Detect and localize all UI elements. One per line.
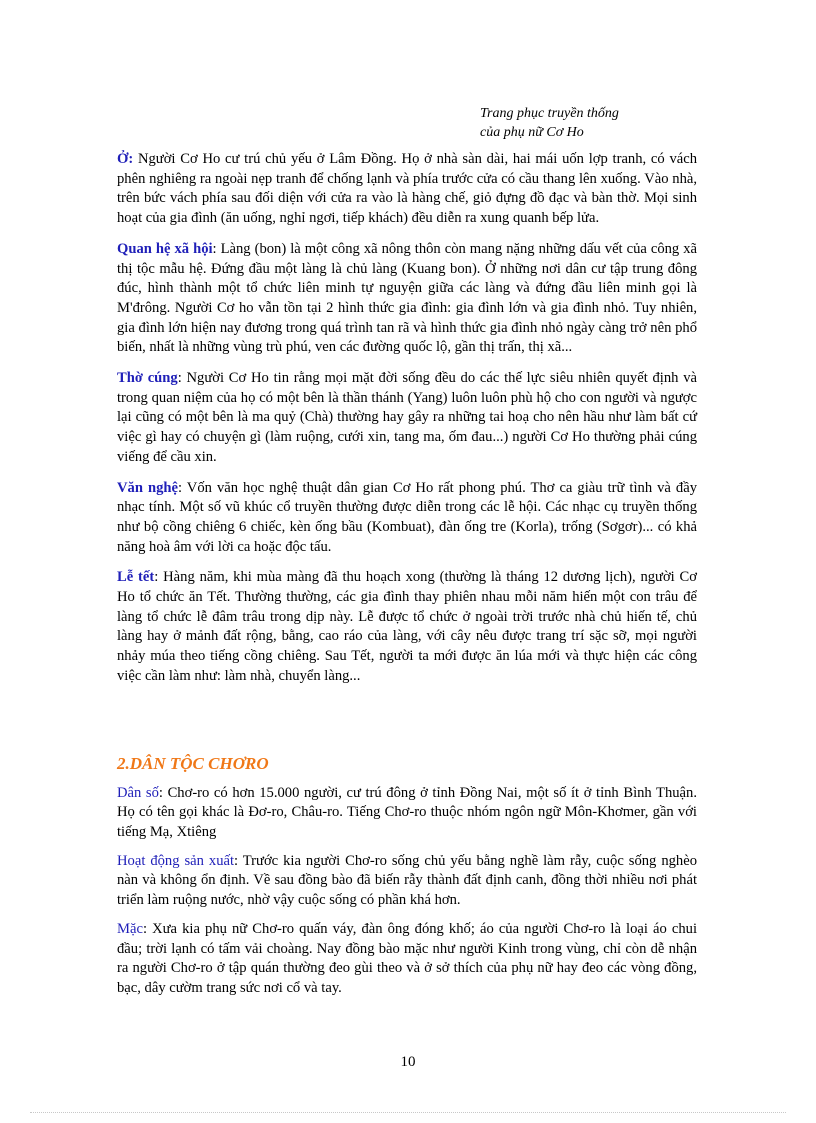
paragraph-festivals [117, 568, 697, 686]
paragraph-housing [117, 150, 697, 229]
caption-line-1: Trang phục truyền thống [480, 106, 619, 121]
label-worship: Thờ cúng [117, 370, 178, 387]
text-population: : Chơ-ro có hơn 15.000 người, cư trú đông ở tỉnh Đồng Nai, một số ít ở tỉnh Bình Thuận. Họ có tên gọi khác là Đơ-ro, Châu-ro. Tiếng Chơ-ro thuộc nhóm ngôn ngữ Môn-Khơmer, gần với tiếng Mạ, Xtiêng [117, 784, 697, 840]
caption-line-2: của phụ nữ Cơ Ho [480, 125, 584, 140]
text-housing: Người Cơ Ho cư trú chủ yếu ở Lâm Đồng. Họ ở nhà sàn dài, hai mái uốn lợp tranh, có vách phên nghiêng ra ngoài nẹp tranh để chống lạnh và phía trước cửa có cầu thang lên xuống. Vào nhà, trên bức vách phía sau đối diện với cửa ra vào là hàng chế, giỏ đựng đồ đạc và bàn thờ. Mọi sinh hoạt của gia đình (ăn uống, nghỉ ngơi, tiếp khách) đều diễn ra xung quanh bếp lửa. [117, 151, 697, 227]
image-caption [480, 104, 680, 142]
text-festivals: : Hàng năm, khi mùa màng đã thu hoạch xong (thường là tháng 12 dương lịch), người Cơ Ho tổ chức ăn Tết. Thường thường, các gia đình thay phiên nhau mỗi năm hiến một con trâu để làng tổ chức lễ đâm trâu trong dịp này. Lễ được tổ chức ở ngoài trời trước nhà chủ hiến tế, chủ làng hay ở mảnh đất rộng, bằng, cao ráo của làng, với cây nêu được trang trí sặc sỡ, mọi người nhảy múa theo tiếng cồng chiêng. Sau Tết, người ta mới được ăn lúa mới và thực hiện các công việc cần làm như: làm nhà, chuyển làng... [117, 569, 698, 684]
label-production: Hoạt động sản xuất [117, 852, 235, 869]
text-arts: : Vốn văn học nghệ thuật dân gian Cơ Ho rất phong phú. Thơ ca giàu trữ tình và đầy nhạc tính. Một số vũ khúc cổ truyền thường được diễn trong các lễ hội. Các nhạc cụ truyền thống như bộ cồng chiêng 6 chiếc, kèn ống bầu (Kombuat), đàn ống tre (Korla), trống (Sơgơr)... có khả năng hoà âm với lời ca hoặc độc tấu. [117, 479, 698, 555]
label-arts: Văn nghệ [117, 479, 178, 496]
paragraph-population [117, 784, 697, 843]
text-social-relations: : Làng (bon) là một công xã nông thôn còn mang nặng những dấu vết của công xã thị tộc mẫu hệ. Đứng đầu một làng là chủ làng (Kuang bon). Ở những nơi dân cư tập trung đông đúc, hình thành một tổ chức liên minh tự nguyện giữa các làng và đứng đầu liên minh gọi là M'đrông. Người Cơ ho vẫn tồn tại 2 hình thức gia đình: gia đình lớn và gia đình nhỏ. Tuy nhiên, gia đình lớn hiện nay đương trong quá trình tan rã và hình thức gia đình nhỏ ngày càng trở nên phổ biến, nhất là những vùng trù phú, ven các đường quốc lộ, gần thị trấn, thị xã... [117, 240, 698, 356]
document-body [117, 150, 697, 1008]
section-spacer [117, 698, 697, 754]
text-production: : Trước kia người Chơ-ro sống chủ yếu bằng nghề làm rẫy, cuộc sống nghèo nàn và không ổn định. Về sau đồng bào đã biến rẫy thành đất định canh, đồng thời nhiều nơi phát triển làm ruộng nước, nhờ vậy cuộc sống có phần khá hơn. [117, 852, 697, 909]
text-worship: : Người Cơ Ho tin rằng mọi mặt đời sống đều do các thế lực siêu nhiên quyết định và trong quan niệm của họ có một bên là thần thánh (Yang) luôn luôn phù hộ cho con người và ngược lại cũng có một bên là ma quỷ (Chà) thường hay gây ra những tai hoạ cho nên hầu như làm bất cứ việc gì hay có chuyện gì (làm ruộng, cưới xin, tang ma, ốm đau...) người Cơ Ho thường phải cúng viếng để cầu xin. [117, 370, 697, 465]
section-heading: 2.DÂN TỘC CHƠRO [117, 753, 269, 773]
paragraph-clothing [117, 920, 697, 999]
label-clothing: Mặc [117, 920, 143, 937]
paragraph-worship [117, 369, 697, 468]
page-number: 10 [400, 1054, 416, 1070]
label-festivals: Lễ tết [117, 569, 155, 586]
label-population: Dân số [117, 784, 159, 801]
paragraph-social-relations [117, 240, 697, 358]
paragraph-arts [117, 479, 697, 558]
label-social-relations: Quan hệ xã hội [117, 240, 213, 257]
label-housing: Ở: [117, 151, 134, 167]
paragraph-production [117, 852, 697, 911]
footer-divider [30, 1112, 786, 1113]
text-clothing: : Xưa kia phụ nữ Chơ-ro quấn váy, đàn ông đóng khố; áo của người Chơ-ro là loại áo chui đầu; trời lạnh có tấm vải choàng. Nay đồng bào mặc như người Kinh trong vùng, chỉ còn dễ nhận ra người Chơ-ro ở tập quán thường đeo gùi theo và ở sở thích của phụ nữ hay đeo các vòng đồng, bạc, dây cườm trang sức nơi cổ và tay. [117, 920, 697, 996]
